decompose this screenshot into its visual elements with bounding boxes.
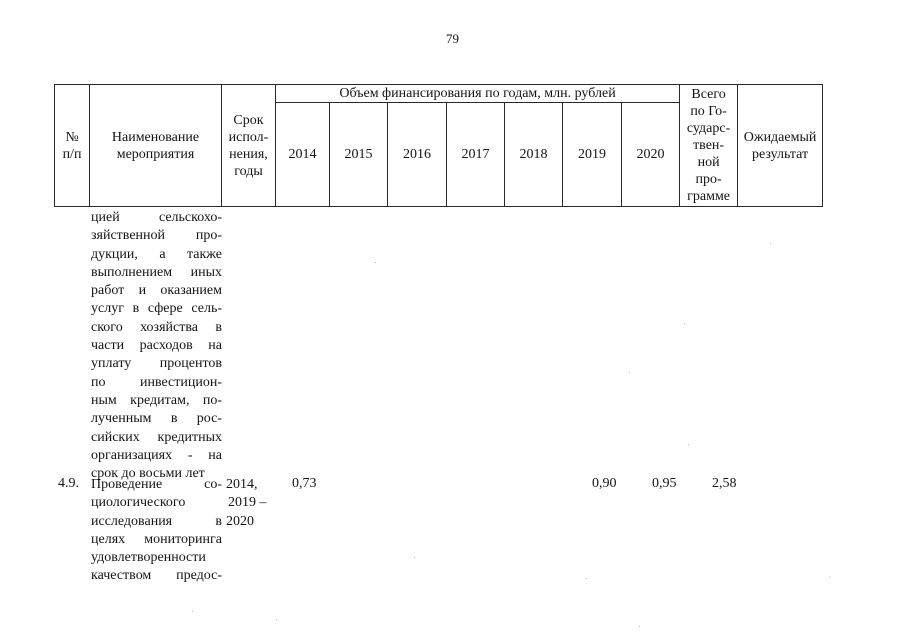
scan-speck [629, 372, 630, 373]
header-year-2018: 2018 [505, 103, 563, 207]
header-total: Всего по Го- сударс- твен- ной про- грамме [680, 85, 738, 207]
value-2014: 0,73 [292, 476, 317, 491]
table-header [54, 84, 823, 207]
scan-speck [276, 619, 277, 620]
scan-speck [639, 626, 640, 627]
header-result: Ожидаемый результат [738, 85, 823, 207]
row-description: Проведение со- циологического исследования в целях мониторинга удовлетворенности качеством предос- [91, 477, 222, 584]
row-number: 4.9. [58, 476, 79, 491]
header-term: Срок испол- нения, годы [222, 85, 276, 207]
value-2020: 0,95 [652, 476, 677, 491]
scan-speck [192, 611, 193, 612]
header-year-2016: 2016 [388, 103, 447, 207]
header-year-2020: 2020 [622, 103, 680, 207]
continuation-text: цией сельскохо- зяйственной про- дукции, а также выполнением иных работ и оказанием услуг в сфере сель- ского хозяйства в части расходов на уплату процентов по инвестицион- ным кредитам, по- лученным в рос- сийских кредитных организациях - на срок до восьми лет [91, 210, 222, 482]
header-year-2015: 2015 [330, 103, 388, 207]
header-number: № п/п [55, 85, 90, 207]
value-total: 2,58 [712, 476, 737, 491]
header-year-2014: 2014 [276, 103, 330, 207]
value-2019: 0,90 [592, 476, 617, 491]
scan-speck [829, 577, 830, 578]
header-funding-group: Объем финансирования по годам, млн. рублей [276, 85, 680, 103]
scan-speck [688, 444, 689, 445]
scan-speck [414, 557, 415, 558]
header-year-2019: 2019 [563, 103, 622, 207]
header-name: Наименование мероприятия [90, 85, 222, 207]
scan-speck [586, 578, 587, 579]
scan-speck [770, 243, 771, 244]
page-number: 79 [446, 31, 459, 46]
header-year-2017: 2017 [447, 103, 505, 207]
scan-speck [375, 262, 376, 263]
row-term: 2014, 2019 – 2020 [226, 477, 267, 529]
scan-speck [684, 323, 685, 324]
